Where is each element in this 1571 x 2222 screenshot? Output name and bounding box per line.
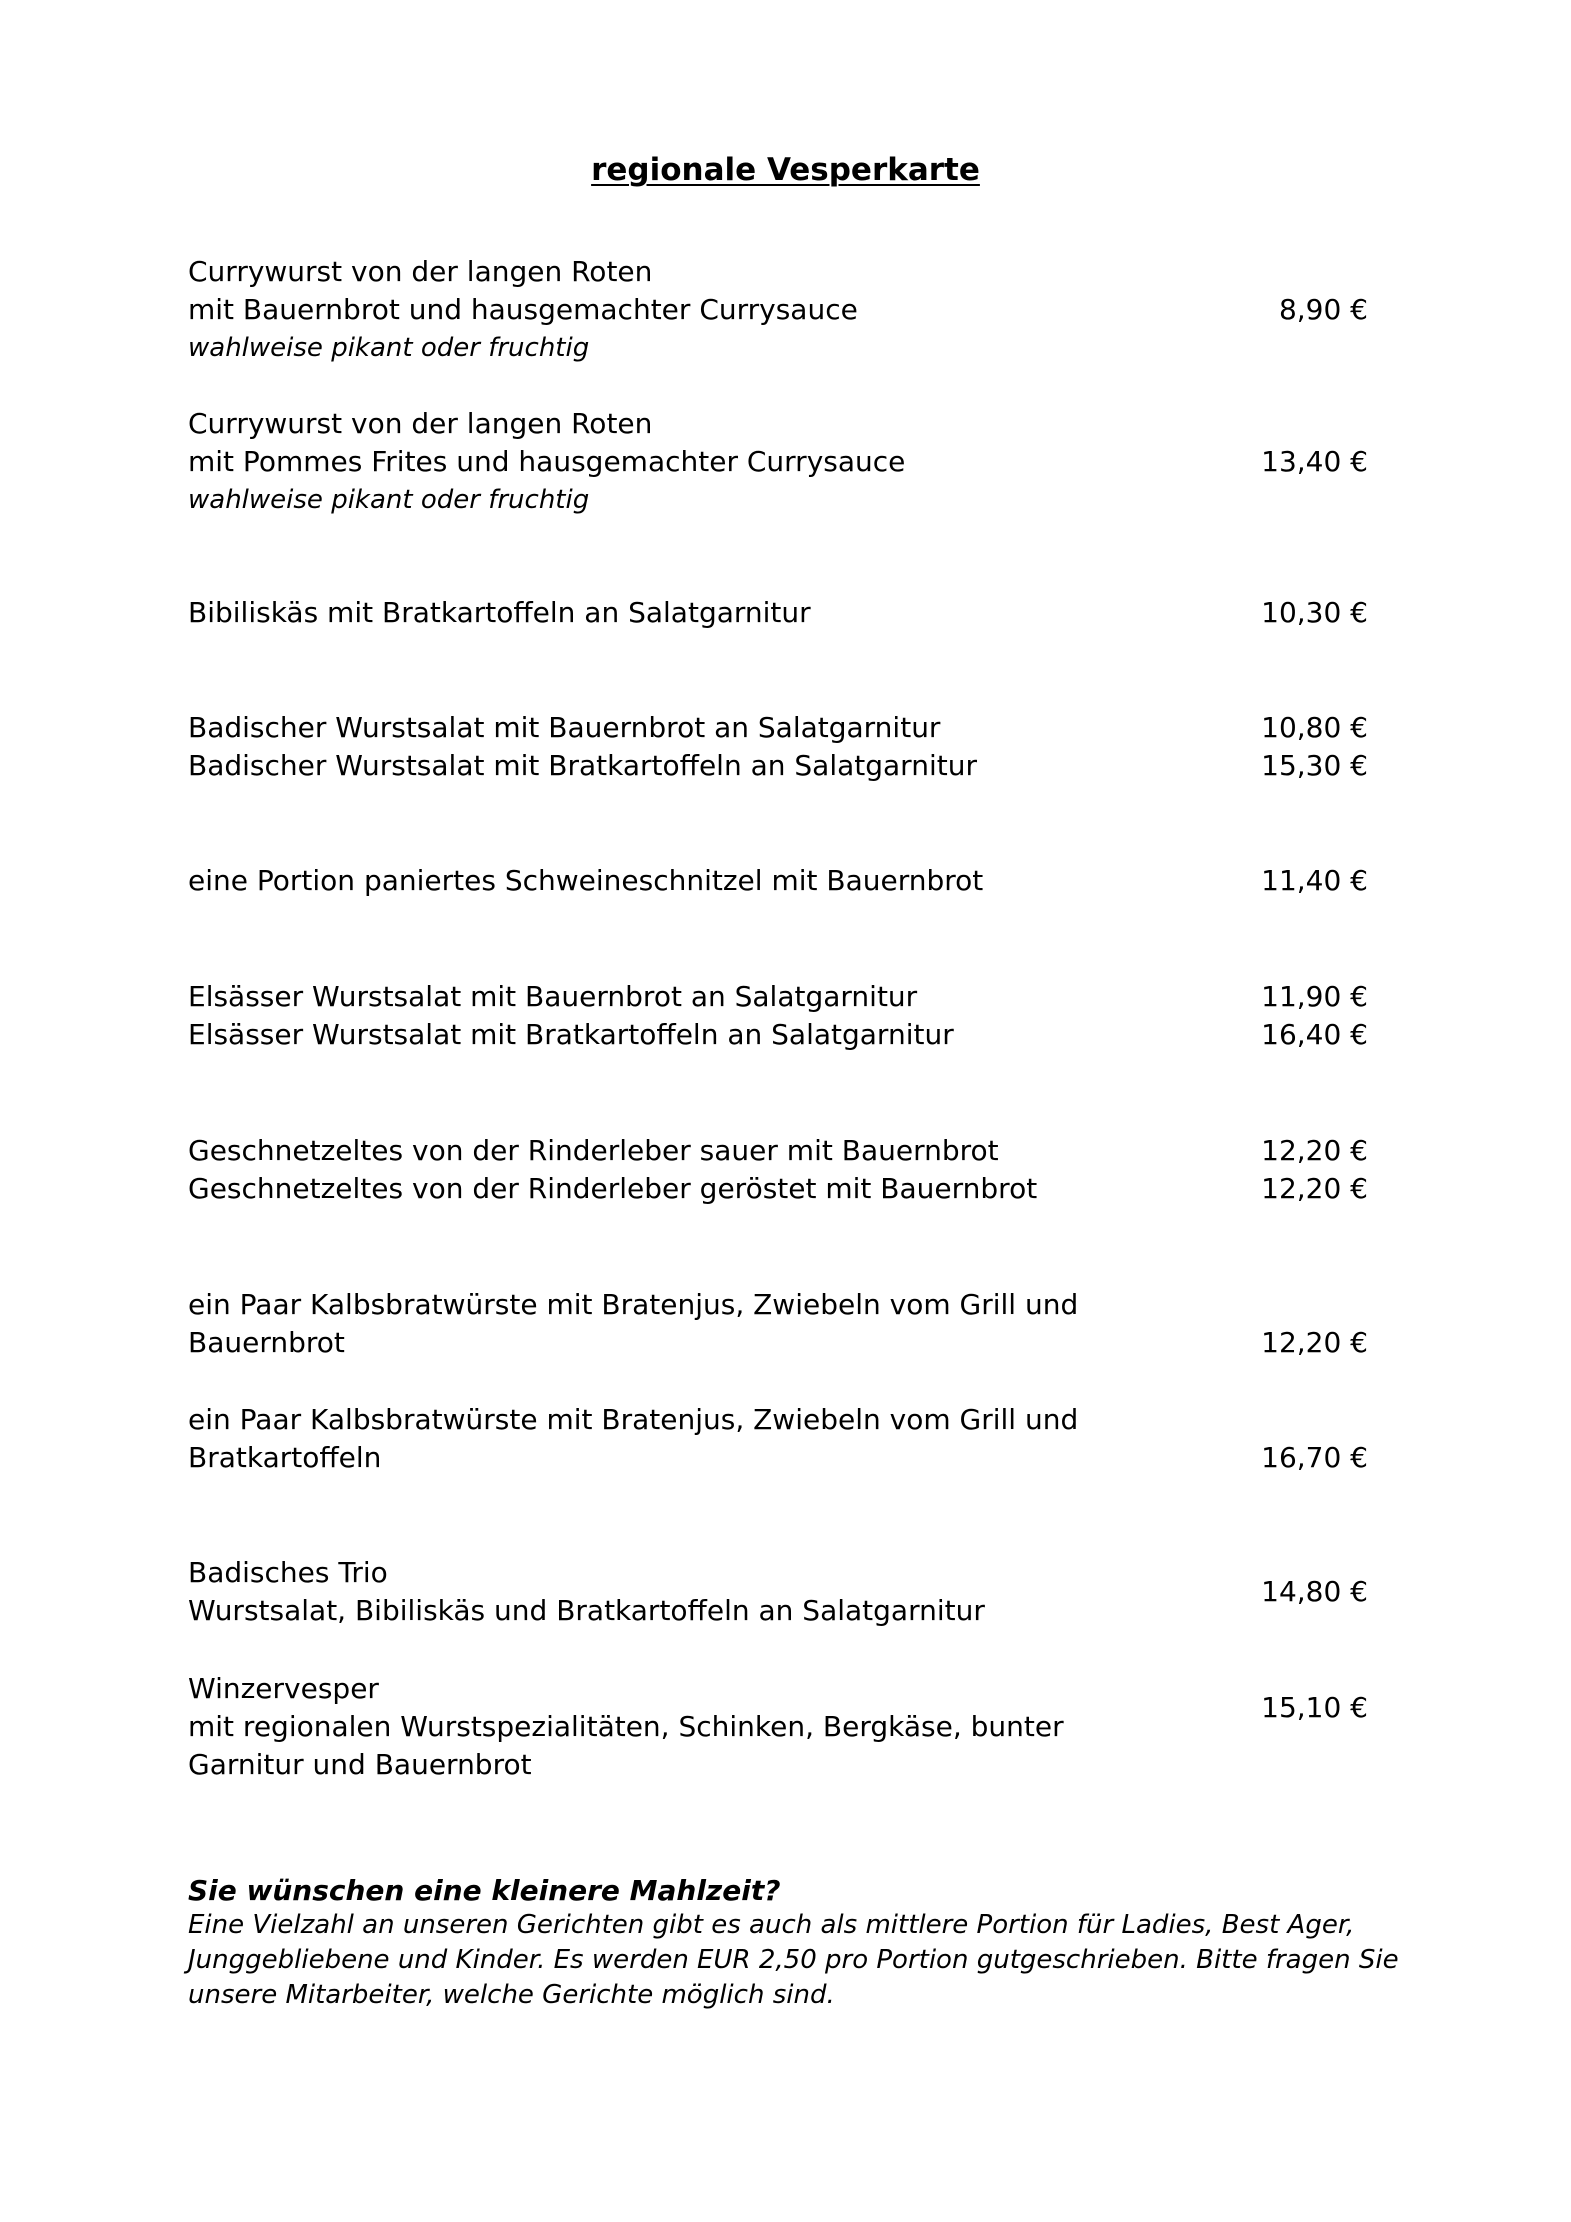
item-text: Elsässer Wurstsalat mit Bratkartoffeln an Salatgarnitur bbox=[188, 1018, 954, 1051]
item-price: 16,70 € bbox=[1261, 1441, 1368, 1474]
item-text: Bauernbrot bbox=[188, 1326, 345, 1359]
item-price: 15,30 € bbox=[1261, 749, 1368, 782]
item-price: 12,20 € bbox=[1261, 1134, 1368, 1167]
menu-item-schweineschnitzel bbox=[188, 862, 1368, 900]
menu-item-bibiliskaes bbox=[188, 594, 1368, 632]
item-text: mit regionalen Wurstspezialitäten, Schinken, Bergkäse, bunter bbox=[188, 1710, 1064, 1743]
footer-note bbox=[188, 1873, 1418, 2013]
item-text: eine Portion paniertes Schweineschnitzel mit Bauernbrot bbox=[188, 864, 984, 897]
footer-heading: Sie wünschen eine kleinere Mahlzeit? bbox=[188, 1874, 781, 1907]
item-text: Wurstsalat, Bibiliskäs und Bratkartoffeln an Salatgarnitur bbox=[188, 1594, 985, 1627]
menu-item-badischer-wurstsalat bbox=[188, 709, 1368, 785]
item-price: 16,40 € bbox=[1261, 1018, 1368, 1051]
item-text: Badisches Trio bbox=[188, 1556, 388, 1589]
item-text: Bibiliskäs mit Bratkartoffeln an Salatgarnitur bbox=[188, 596, 811, 629]
item-text: Winzervesper bbox=[188, 1672, 379, 1705]
footer-line: unsere Mitarbeiter, welche Gerichte möglich sind. bbox=[188, 1980, 835, 2010]
item-price: 10,80 € bbox=[1261, 711, 1368, 744]
item-price: 15,10 € bbox=[1261, 1691, 1368, 1724]
page-title: regionale Vesperkarte bbox=[591, 152, 980, 188]
item-price: 12,20 € bbox=[1261, 1326, 1368, 1359]
item-price: 14,80 € bbox=[1261, 1575, 1368, 1608]
footer-line: Eine Vielzahl an unseren Gerichten gibt es auch als mittlere Portion für Ladies, Best Ager, bbox=[188, 1910, 1355, 1940]
menu-item-winzervesper bbox=[188, 1670, 1368, 1784]
item-text: mit Bauernbrot und hausgemachter Currysauce bbox=[188, 293, 858, 326]
item-text: Geschnetzeltes von der Rinderleber sauer mit Bauernbrot bbox=[188, 1134, 999, 1167]
menu-item-kalbsbratwuerste-bauernbrot bbox=[188, 1286, 1368, 1362]
item-text: Elsässer Wurstsalat mit Bauernbrot an Salatgarnitur bbox=[188, 980, 918, 1013]
item-text: Garnitur und Bauernbrot bbox=[188, 1748, 532, 1781]
footer-line: Junggebliebene und Kinder. Es werden EUR 2,50 pro Portion gutgeschrieben. Bitte fragen Sie bbox=[188, 1945, 1399, 1975]
item-note: wahlweise pikant oder fruchtig bbox=[188, 485, 590, 515]
item-text: Geschnetzeltes von der Rinderleber geröstet mit Bauernbrot bbox=[188, 1172, 1038, 1205]
item-text: Badischer Wurstsalat mit Bratkartoffeln an Salatgarnitur bbox=[188, 749, 977, 782]
item-text: Currywurst von der langen Roten bbox=[188, 255, 653, 288]
menu-item-kalbsbratwuerste-bratkartoffeln bbox=[188, 1401, 1368, 1477]
item-text: Badischer Wurstsalat mit Bauernbrot an Salatgarnitur bbox=[188, 711, 941, 744]
item-price: 11,90 € bbox=[1261, 980, 1368, 1013]
menu-item-currywurst-bauernbrot bbox=[188, 253, 1368, 367]
item-text: ein Paar Kalbsbratwürste mit Bratenjus, Zwiebeln vom Grill und bbox=[188, 1288, 1079, 1321]
item-price: 8,90 € bbox=[1278, 293, 1368, 326]
menu-item-geschnetzeltes bbox=[188, 1132, 1368, 1208]
item-price: 12,20 € bbox=[1261, 1172, 1368, 1205]
menu-item-elsaesser-wurstsalat bbox=[188, 978, 1368, 1054]
menu-item-badisches-trio bbox=[188, 1554, 1368, 1630]
item-price: 11,40 € bbox=[1261, 864, 1368, 897]
item-note: wahlweise pikant oder fruchtig bbox=[188, 333, 590, 363]
item-text: Bratkartoffeln bbox=[188, 1441, 382, 1474]
item-text: ein Paar Kalbsbratwürste mit Bratenjus, Zwiebeln vom Grill und bbox=[188, 1403, 1079, 1436]
item-text: Currywurst von der langen Roten bbox=[188, 407, 653, 440]
menu-item-currywurst-pommes bbox=[188, 405, 1368, 519]
item-price: 13,40 € bbox=[1261, 445, 1368, 478]
item-text: mit Pommes Frites und hausgemachter Currysauce bbox=[188, 445, 906, 478]
item-price: 10,30 € bbox=[1261, 596, 1368, 629]
